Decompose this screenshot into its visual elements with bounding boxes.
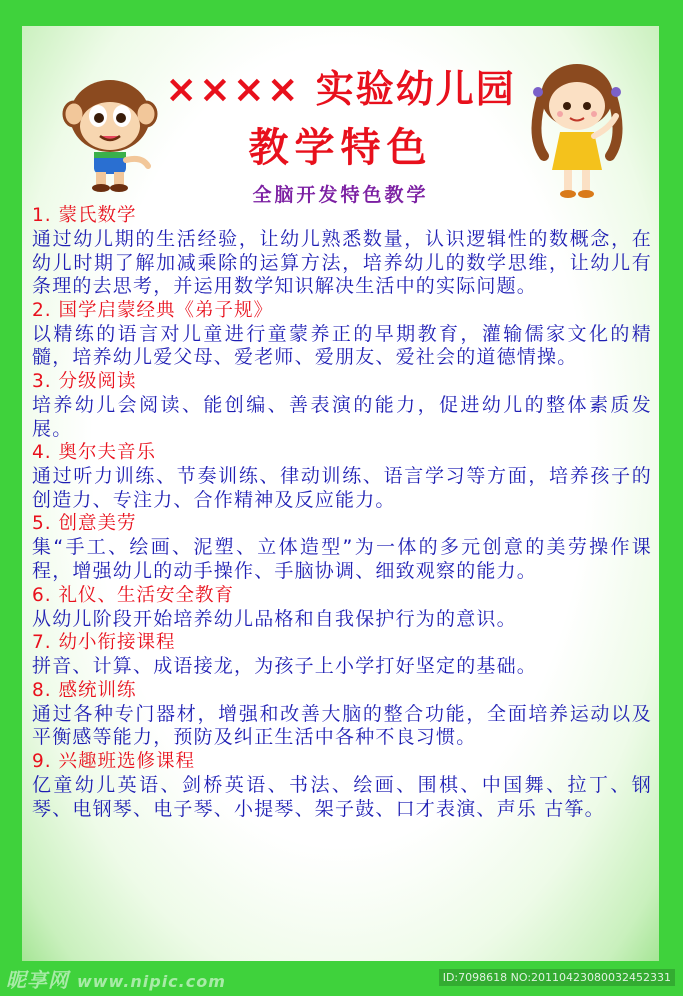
logo-url: www.nipic.com bbox=[76, 972, 226, 991]
section-title: 3. 分级阅读 bbox=[32, 370, 137, 392]
section-body: 集“手工、绘画、泥塑、立体造型”为一体的多元创意的美劳操作课程，增强幼儿的动手操作、手脑协调、细致观察的能力。 bbox=[32, 536, 652, 582]
section-body: 拼音、计算、成语接龙，为孩子上小学打好坚定的基础。 bbox=[32, 655, 538, 678]
section-body: 培养幼儿会阅读、能创编、善表演的能力，促进幼儿的整体素质发展。 bbox=[32, 393, 652, 440]
sections-list bbox=[32, 204, 652, 821]
section-math bbox=[32, 204, 652, 299]
section-dizigui bbox=[32, 299, 652, 370]
section-body: 亿童幼儿英语、剑桥英语、书法、绘画、围棋、中国舞、拉丁、钢琴、电钢琴、电子琴、小提琴、架子鼓、口才表演、声乐 古筝。 bbox=[32, 773, 652, 820]
poster bbox=[22, 26, 659, 961]
section-body: 通过幼儿期的生活经验，让幼儿熟悉数量，认识逻辑性的数概念，在幼儿时期了解加减乘除的运算方法，培养幼儿的数学思维，让幼儿有条理的去思考，并运用数学知识解决生活中的实际问题。 bbox=[32, 228, 652, 298]
section-electives bbox=[32, 750, 652, 821]
section-etiquette bbox=[32, 584, 652, 632]
section-title: 8. 感统训练 bbox=[32, 679, 137, 701]
section-body: 从幼儿阶段开始培养幼儿品格和自我保护行为的意识。 bbox=[32, 607, 517, 630]
section-title: 6. 礼仪、生活安全教育 bbox=[32, 584, 235, 606]
section-title: 1. 蒙氏数学 bbox=[32, 205, 137, 226]
logo-text: 昵享网 bbox=[6, 968, 69, 992]
section-reading bbox=[32, 370, 652, 441]
page-title: 教学特色 bbox=[248, 125, 433, 171]
section-body: 通过各种专门器材，增强和改善大脑的整合功能，全面培养运动以及平衡感等能力，预防及纠正生活中各种不良习惯。 bbox=[32, 702, 652, 749]
section-title: 7. 幼小衔接课程 bbox=[32, 632, 176, 654]
section-transition bbox=[32, 631, 652, 679]
section-body: 以精练的语言对儿童进行童蒙养正的早期教育，灌输儒家文化的精髓，培养幼儿爱父母、爱老师、爱朋友、爱社会的道德情操。 bbox=[32, 322, 652, 369]
school-title: ×××× 实验幼儿园 bbox=[165, 67, 516, 111]
subtitle: 全脑开发特色教学 bbox=[252, 184, 429, 206]
section-title: 4. 奥尔夫音乐 bbox=[32, 442, 157, 464]
section-orff-music bbox=[32, 441, 652, 512]
section-title: 5. 创意美劳 bbox=[32, 513, 137, 535]
site-logo bbox=[6, 964, 226, 993]
section-sensory bbox=[32, 679, 652, 750]
image-id-label: ID:7098618 NO:20110423080032452331 bbox=[439, 969, 675, 986]
section-art bbox=[32, 512, 652, 583]
section-title: 9. 兴趣班选修课程 bbox=[32, 750, 196, 772]
section-title: 2. 国学启蒙经典《弟子规》 bbox=[32, 299, 274, 321]
section-body: 通过听力训练、节奏训练、律动训练、语言学习等方面，培养孩子的创造力、专注力、合作精神及反应能力。 bbox=[32, 465, 652, 511]
